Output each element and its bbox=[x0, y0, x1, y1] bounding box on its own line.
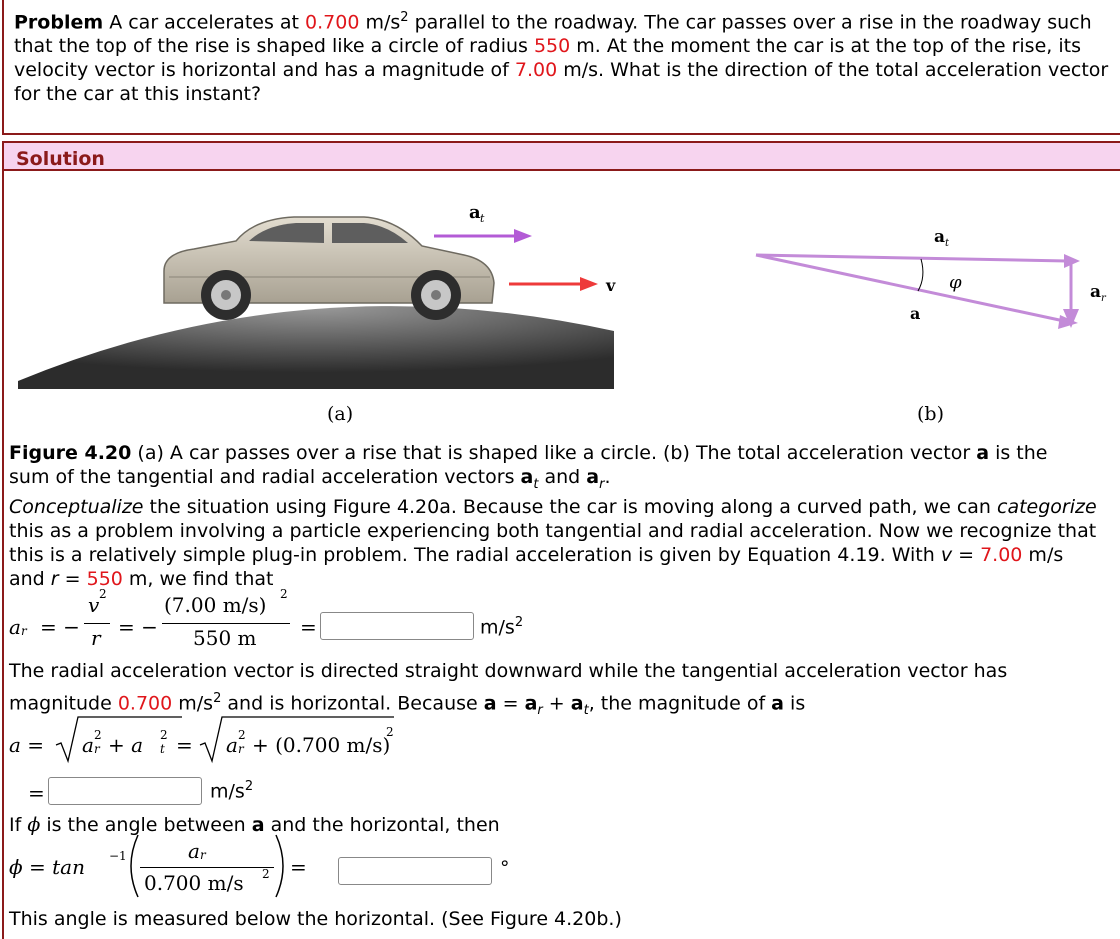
eq3-num-sub: r bbox=[200, 848, 206, 862]
car-image bbox=[164, 217, 494, 320]
eq3-sup: −1 bbox=[109, 849, 127, 863]
eq1-frac2-line bbox=[162, 623, 290, 624]
hill-shape bbox=[18, 306, 614, 389]
ar-answer-input[interactable] bbox=[320, 612, 474, 640]
para2-text-2: magnitude bbox=[9, 692, 118, 715]
eq1-frac1-line bbox=[84, 623, 110, 624]
para3-text-3: and the horizontal, then bbox=[264, 814, 500, 836]
eq1-unit-text: m/s bbox=[480, 616, 515, 639]
para1-r-value: 550 bbox=[86, 568, 123, 590]
para2-value: 0.700 bbox=[117, 692, 173, 715]
eq1-num2-sup: 2 bbox=[280, 587, 288, 601]
problem-text-3: parallel to the roadway. The car passes over a rise in the roadway such that the top of the rise is shaped like a circle of radius bbox=[14, 11, 1092, 58]
para3-text-2: is the angle between bbox=[40, 814, 252, 836]
at-sub-a: t bbox=[480, 212, 485, 225]
eq2-rad1-sub-t: t bbox=[160, 742, 165, 756]
para3-text-1: If bbox=[9, 814, 28, 836]
eq2-lhs: a = bbox=[9, 733, 45, 757]
eq3-unit: ° bbox=[500, 857, 510, 879]
eq2-unit-sup: 2 bbox=[244, 779, 254, 794]
eq1-lhs-sub: r bbox=[21, 624, 27, 638]
eq1-eq2: = − bbox=[118, 615, 158, 639]
fig-b-label: (b) bbox=[917, 403, 944, 425]
v-arrow bbox=[509, 277, 598, 291]
solution-label: Solution bbox=[16, 148, 105, 170]
para1-r: r bbox=[50, 568, 59, 590]
eq2-rad1-sup-r: 2 bbox=[94, 728, 102, 742]
para1-text-4: m/s bbox=[1022, 544, 1064, 566]
para1-line-3 bbox=[9, 543, 1063, 567]
para2-at-sub: t bbox=[583, 703, 589, 719]
eq2-rad2-sup-r: 2 bbox=[238, 728, 246, 742]
v-label: v bbox=[606, 276, 616, 295]
at-sub-b: t bbox=[945, 238, 950, 249]
para1-eq: = bbox=[952, 544, 981, 566]
para3-a: a bbox=[251, 814, 265, 836]
para2-text-4: and is horizontal. Because bbox=[221, 692, 484, 715]
eq2-rad2-ar: a bbox=[226, 733, 238, 757]
problem-sup: 2 bbox=[400, 10, 409, 25]
para1-v: v bbox=[940, 544, 953, 566]
caption-text-3: sum of the tangential and radial acceleration vectors bbox=[9, 466, 521, 488]
problem-speed-value: 7.00 bbox=[514, 59, 558, 82]
caption-ar-sub: r bbox=[599, 476, 605, 492]
para2-ar: a bbox=[524, 692, 538, 715]
problem-box bbox=[2, 0, 1120, 135]
solution-body bbox=[2, 171, 1120, 939]
para2-sup: 2 bbox=[213, 691, 222, 706]
para2-text-6: is bbox=[784, 692, 806, 715]
para2-plus: + bbox=[542, 692, 571, 715]
caption-text-2: is the bbox=[989, 442, 1048, 464]
phi-label-b: φ bbox=[949, 272, 962, 293]
caption-line-2 bbox=[9, 465, 611, 497]
caption-text-5: . bbox=[604, 466, 611, 488]
ar-sub-b: r bbox=[1101, 293, 1106, 304]
problem-text-4: m. At the moment the car is at the top of the rise, its velocity vector is horizontal and has a magnitude of bbox=[14, 35, 1081, 82]
phi-answer-input[interactable] bbox=[338, 857, 492, 885]
eq2-eq: = bbox=[176, 733, 193, 757]
conceptualize-word: Conceptualize bbox=[9, 496, 144, 518]
para2-text-1: The radial acceleration vector is directed straight downward while the tangential acceleration vector has bbox=[9, 660, 1008, 682]
eq1-den2: 550 m bbox=[193, 626, 257, 650]
eq2-rad1-sub-r: r bbox=[94, 742, 100, 756]
eq2-rad2-sup: 2 bbox=[386, 725, 394, 739]
para2-at: a bbox=[570, 692, 584, 715]
eq2-rad1-sup-t: 2 bbox=[160, 728, 168, 742]
problem-label: Problem bbox=[14, 11, 104, 34]
categorize-word: categorize bbox=[997, 496, 1097, 518]
eq2-unit-text: m/s bbox=[210, 780, 245, 803]
eq2-rad2-rest: + (0.700 m/s) bbox=[252, 733, 391, 757]
para2-ar-sub: r bbox=[537, 703, 543, 719]
para1-line-1 bbox=[9, 495, 1097, 519]
eq1-lhs: a bbox=[9, 615, 21, 639]
a-answer-input[interactable] bbox=[48, 777, 202, 805]
problem-text-5: m/s. What is the direction of the total acceleration vector for the car at this instant? bbox=[14, 59, 1109, 106]
caption-line-1 bbox=[9, 441, 1047, 465]
a-label-b: a bbox=[910, 304, 921, 323]
para1-v-value: 7.00 bbox=[980, 544, 1023, 566]
at-arrow-a bbox=[434, 229, 532, 243]
para2-a2: a bbox=[771, 692, 784, 715]
caption-text-4: and bbox=[538, 466, 587, 488]
para2-text-3: m/s bbox=[172, 692, 214, 715]
caption-at: a bbox=[520, 466, 534, 488]
eq2-unit bbox=[210, 779, 253, 802]
para2-line-1 bbox=[9, 659, 1007, 683]
eq2-eq-row2: = bbox=[28, 781, 45, 805]
eq1-unit bbox=[480, 615, 523, 638]
para2-eq: = bbox=[496, 692, 525, 715]
at-label-b: a bbox=[934, 227, 946, 247]
eq1-eq3: = bbox=[300, 615, 317, 639]
caption-at-sub: t bbox=[533, 476, 539, 492]
para3-phi: ϕ bbox=[27, 814, 41, 836]
para4-text: This angle is measured below the horizontal. (See Figure 4.20b.) bbox=[9, 908, 622, 930]
para1-eq2: = bbox=[58, 568, 87, 590]
ar-label-b: a bbox=[1090, 282, 1102, 302]
problem-radius-value: 550 bbox=[533, 35, 571, 58]
para1-line-2 bbox=[9, 519, 1096, 543]
eq2-rad2-sub-r: r bbox=[238, 742, 244, 756]
eq1-num1-sup: 2 bbox=[99, 587, 107, 601]
eq1-num1: v bbox=[88, 593, 100, 617]
solution-header bbox=[2, 141, 1120, 171]
fig-a-label: (a) bbox=[327, 403, 354, 425]
figure-4-20 bbox=[4, 191, 1120, 447]
caption-text-1: (a) A car passes over a rise that is shaped like a circle. (b) The total acceleration vector bbox=[131, 442, 977, 464]
eq1-eq: = − bbox=[40, 615, 80, 639]
problem-text-2: m/s bbox=[359, 11, 401, 34]
eq1-den1: r bbox=[91, 626, 101, 650]
eq3-num: a bbox=[188, 839, 200, 863]
eq3-den-sup: 2 bbox=[262, 867, 270, 881]
caption-bold: Figure 4.20 bbox=[9, 442, 132, 464]
eq2-rad1-at: + a bbox=[108, 733, 144, 757]
para1-text-2: this as a problem involving a particle experiencing both tangential and radial acceleration. Now we recognize that bbox=[9, 520, 1097, 542]
problem-text-1: A car accelerates at bbox=[103, 11, 306, 34]
problem-statement bbox=[14, 6, 1114, 106]
para1-text-3: this is a relatively simple plug-in problem. The radial acceleration is given by Equation 4.19. With bbox=[9, 544, 941, 566]
para2-text-5: , the magnitude of bbox=[588, 692, 772, 715]
para1-line-4 bbox=[9, 567, 273, 591]
para1-text-6: m, we find that bbox=[122, 568, 274, 590]
problem-accel-value: 0.700 bbox=[305, 11, 360, 34]
eq1-num2: (7.00 m/s) bbox=[164, 593, 267, 617]
caption-ar: a bbox=[586, 466, 600, 488]
para4-line bbox=[9, 907, 622, 931]
eq1-unit-sup: 2 bbox=[514, 615, 524, 630]
eq3-eq: = bbox=[290, 855, 307, 879]
caption-a: a bbox=[976, 442, 990, 464]
eq2-rad1-ar: a bbox=[82, 733, 94, 757]
para1-text-5: and bbox=[9, 568, 51, 590]
eq3-frac-line bbox=[140, 867, 274, 868]
para2-a: a bbox=[483, 692, 497, 715]
para1-text-1: the situation using Figure 4.20a. Because the car is moving along a curved path, we can bbox=[143, 496, 998, 518]
at-label-a: a bbox=[469, 202, 481, 223]
eq3-lhs: ϕ = tan bbox=[9, 855, 85, 879]
eq3-den: 0.700 m/s bbox=[144, 871, 244, 895]
